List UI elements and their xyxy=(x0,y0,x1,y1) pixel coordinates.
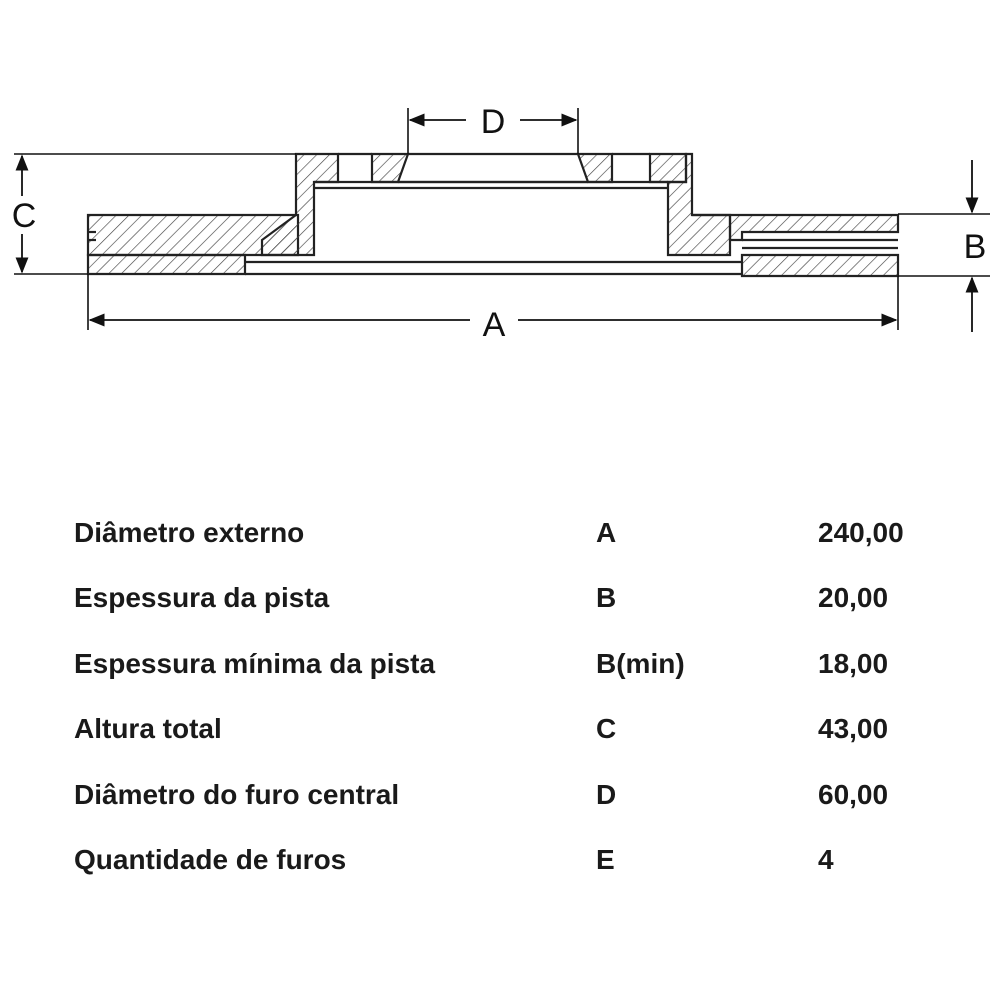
spec-value: 20,00 xyxy=(818,582,889,614)
dim-label-b: B xyxy=(963,228,987,266)
dim-label-d: D xyxy=(480,103,506,141)
table-row xyxy=(74,762,954,828)
dim-label-c: C xyxy=(11,197,37,235)
left-hat-wall xyxy=(262,154,338,255)
spec-code: C xyxy=(596,713,617,745)
hat-top-right-outer xyxy=(650,154,686,182)
spec-name: Espessura da pista xyxy=(74,582,330,614)
spec-name: Quantidade de furos xyxy=(74,844,347,876)
table-row xyxy=(74,500,954,566)
spec-code: B xyxy=(596,582,617,614)
table-row xyxy=(74,697,954,763)
spec-value: 4 xyxy=(818,844,834,876)
spec-code: B(min) xyxy=(596,647,685,679)
spec-code: E xyxy=(596,844,615,876)
left-ring-lower xyxy=(88,255,245,274)
spec-value: 18,00 xyxy=(818,647,889,679)
spec-name: Altura total xyxy=(74,713,222,745)
dim-label-a: A xyxy=(482,306,506,344)
disc-section xyxy=(88,154,898,276)
spec-value: 43,00 xyxy=(818,713,889,745)
spec-code: D xyxy=(596,778,617,810)
spec-value: 240,00 xyxy=(818,516,904,548)
specs-table xyxy=(74,500,954,893)
spec-name: Diâmetro externo xyxy=(74,516,305,548)
spec-name: Diâmetro do furo central xyxy=(74,778,400,810)
brake-disc-cross-section-diagram xyxy=(0,0,1000,380)
table-row xyxy=(74,828,954,894)
spec-value: 60,00 xyxy=(818,778,889,810)
hat-top-right xyxy=(578,154,612,182)
spec-code: A xyxy=(596,516,617,548)
spec-name: Espessura mínima da pista xyxy=(74,647,436,679)
right-ring-lower xyxy=(742,255,898,276)
table-row xyxy=(74,631,954,697)
table-row xyxy=(74,566,954,632)
hat-top-left xyxy=(372,154,408,182)
